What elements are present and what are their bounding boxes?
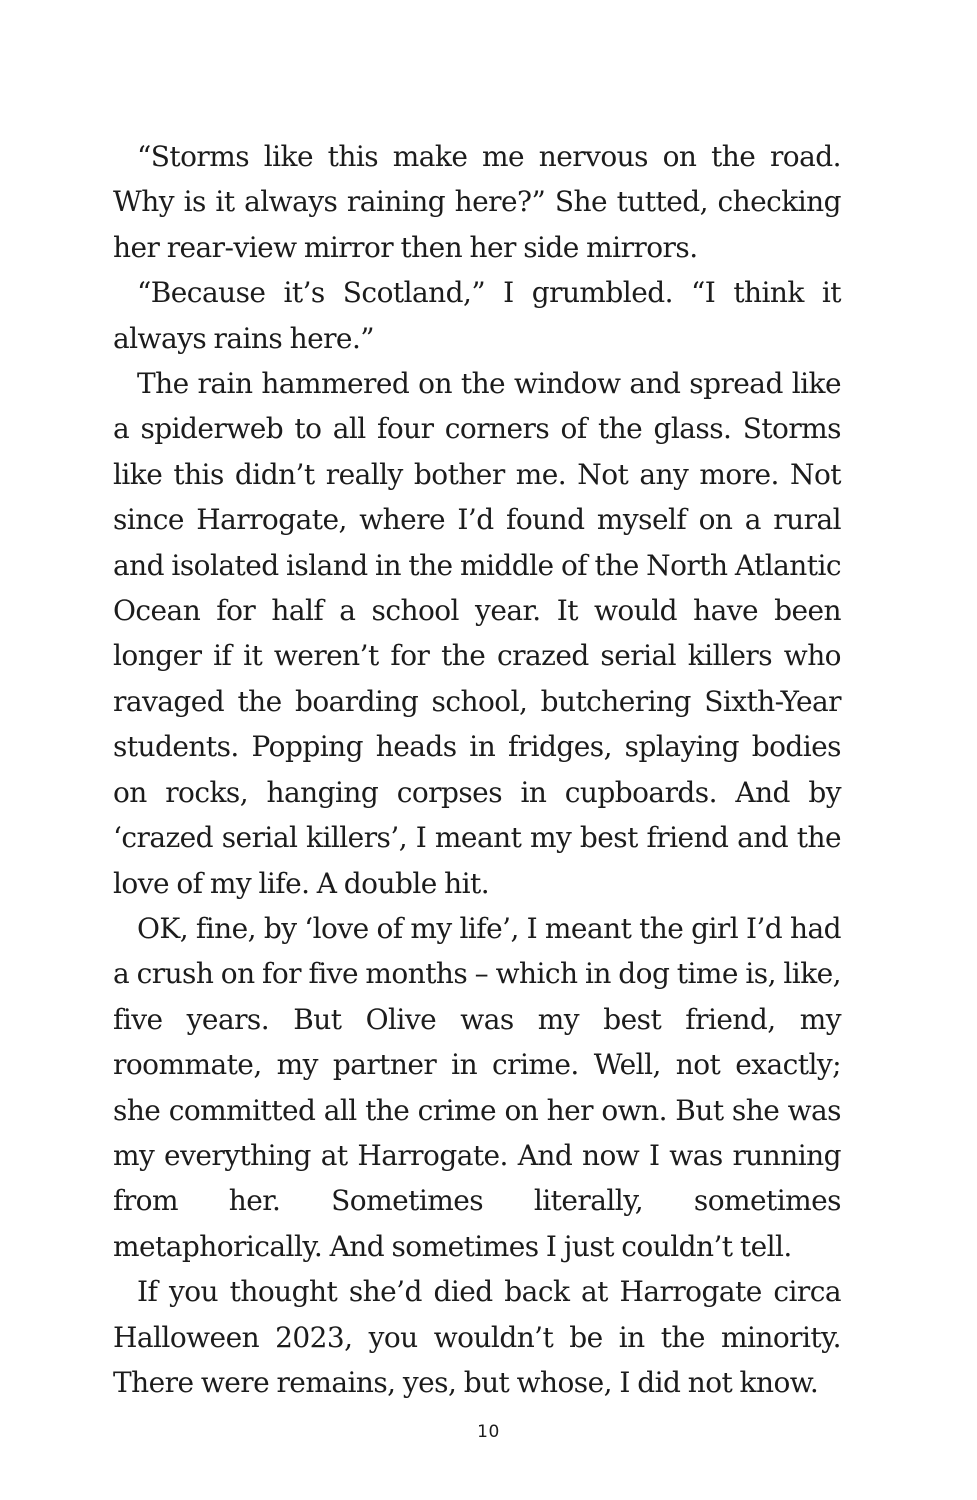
paragraph-3: The rain hammered on the window and spread like a spiderweb to all four corners of the glass. Storms like this didn’t really bother me. Not any more. Not since Harrogate, where I’d found myself on a rural and isolated island in the middle of the North Atlantic Ocean for half a school year. It would have been longer if it weren’t for the crazed serial killers who ravaged the boarding school, butchering Sixth-Year students. Popping heads in fridges, splaying bodies on rocks, hanging corpses in cupboards. And by ‘crazed serial killers’, I meant my best friend and the love of my life. A double hit.: [113, 367, 841, 900]
paragraph-1: “Storms like this make me nervous on the road. Why is it always raining here?” She tutted, checking her rear-view mirror then her side mirrors.: [113, 140, 841, 264]
body-text: [113, 134, 841, 1405]
paragraph-4: OK, fine, by ‘love of my life’, I meant the girl I’d had a crush on for five months – which in dog time is, like, five years. But Olive was my best friend, my roommate, my partner in crime. Well, not exactly; she committed all the crime on her own. But she was my everything at Harrogate. And now I was running from her. Sometimes literally, sometimes metaphorically. And sometimes I just couldn’t tell.: [113, 911, 841, 1263]
paragraph-5: If you thought she’d died back at Harrogate circa Halloween 2023, you wouldn’t be in the minority. There were remains, yes, but whose, I did not know.: [113, 1275, 841, 1399]
paragraph-2: “Because it’s Scotland,” I grumbled. “I think it always rains here.”: [113, 276, 841, 355]
page-number: 10: [477, 1422, 500, 1442]
